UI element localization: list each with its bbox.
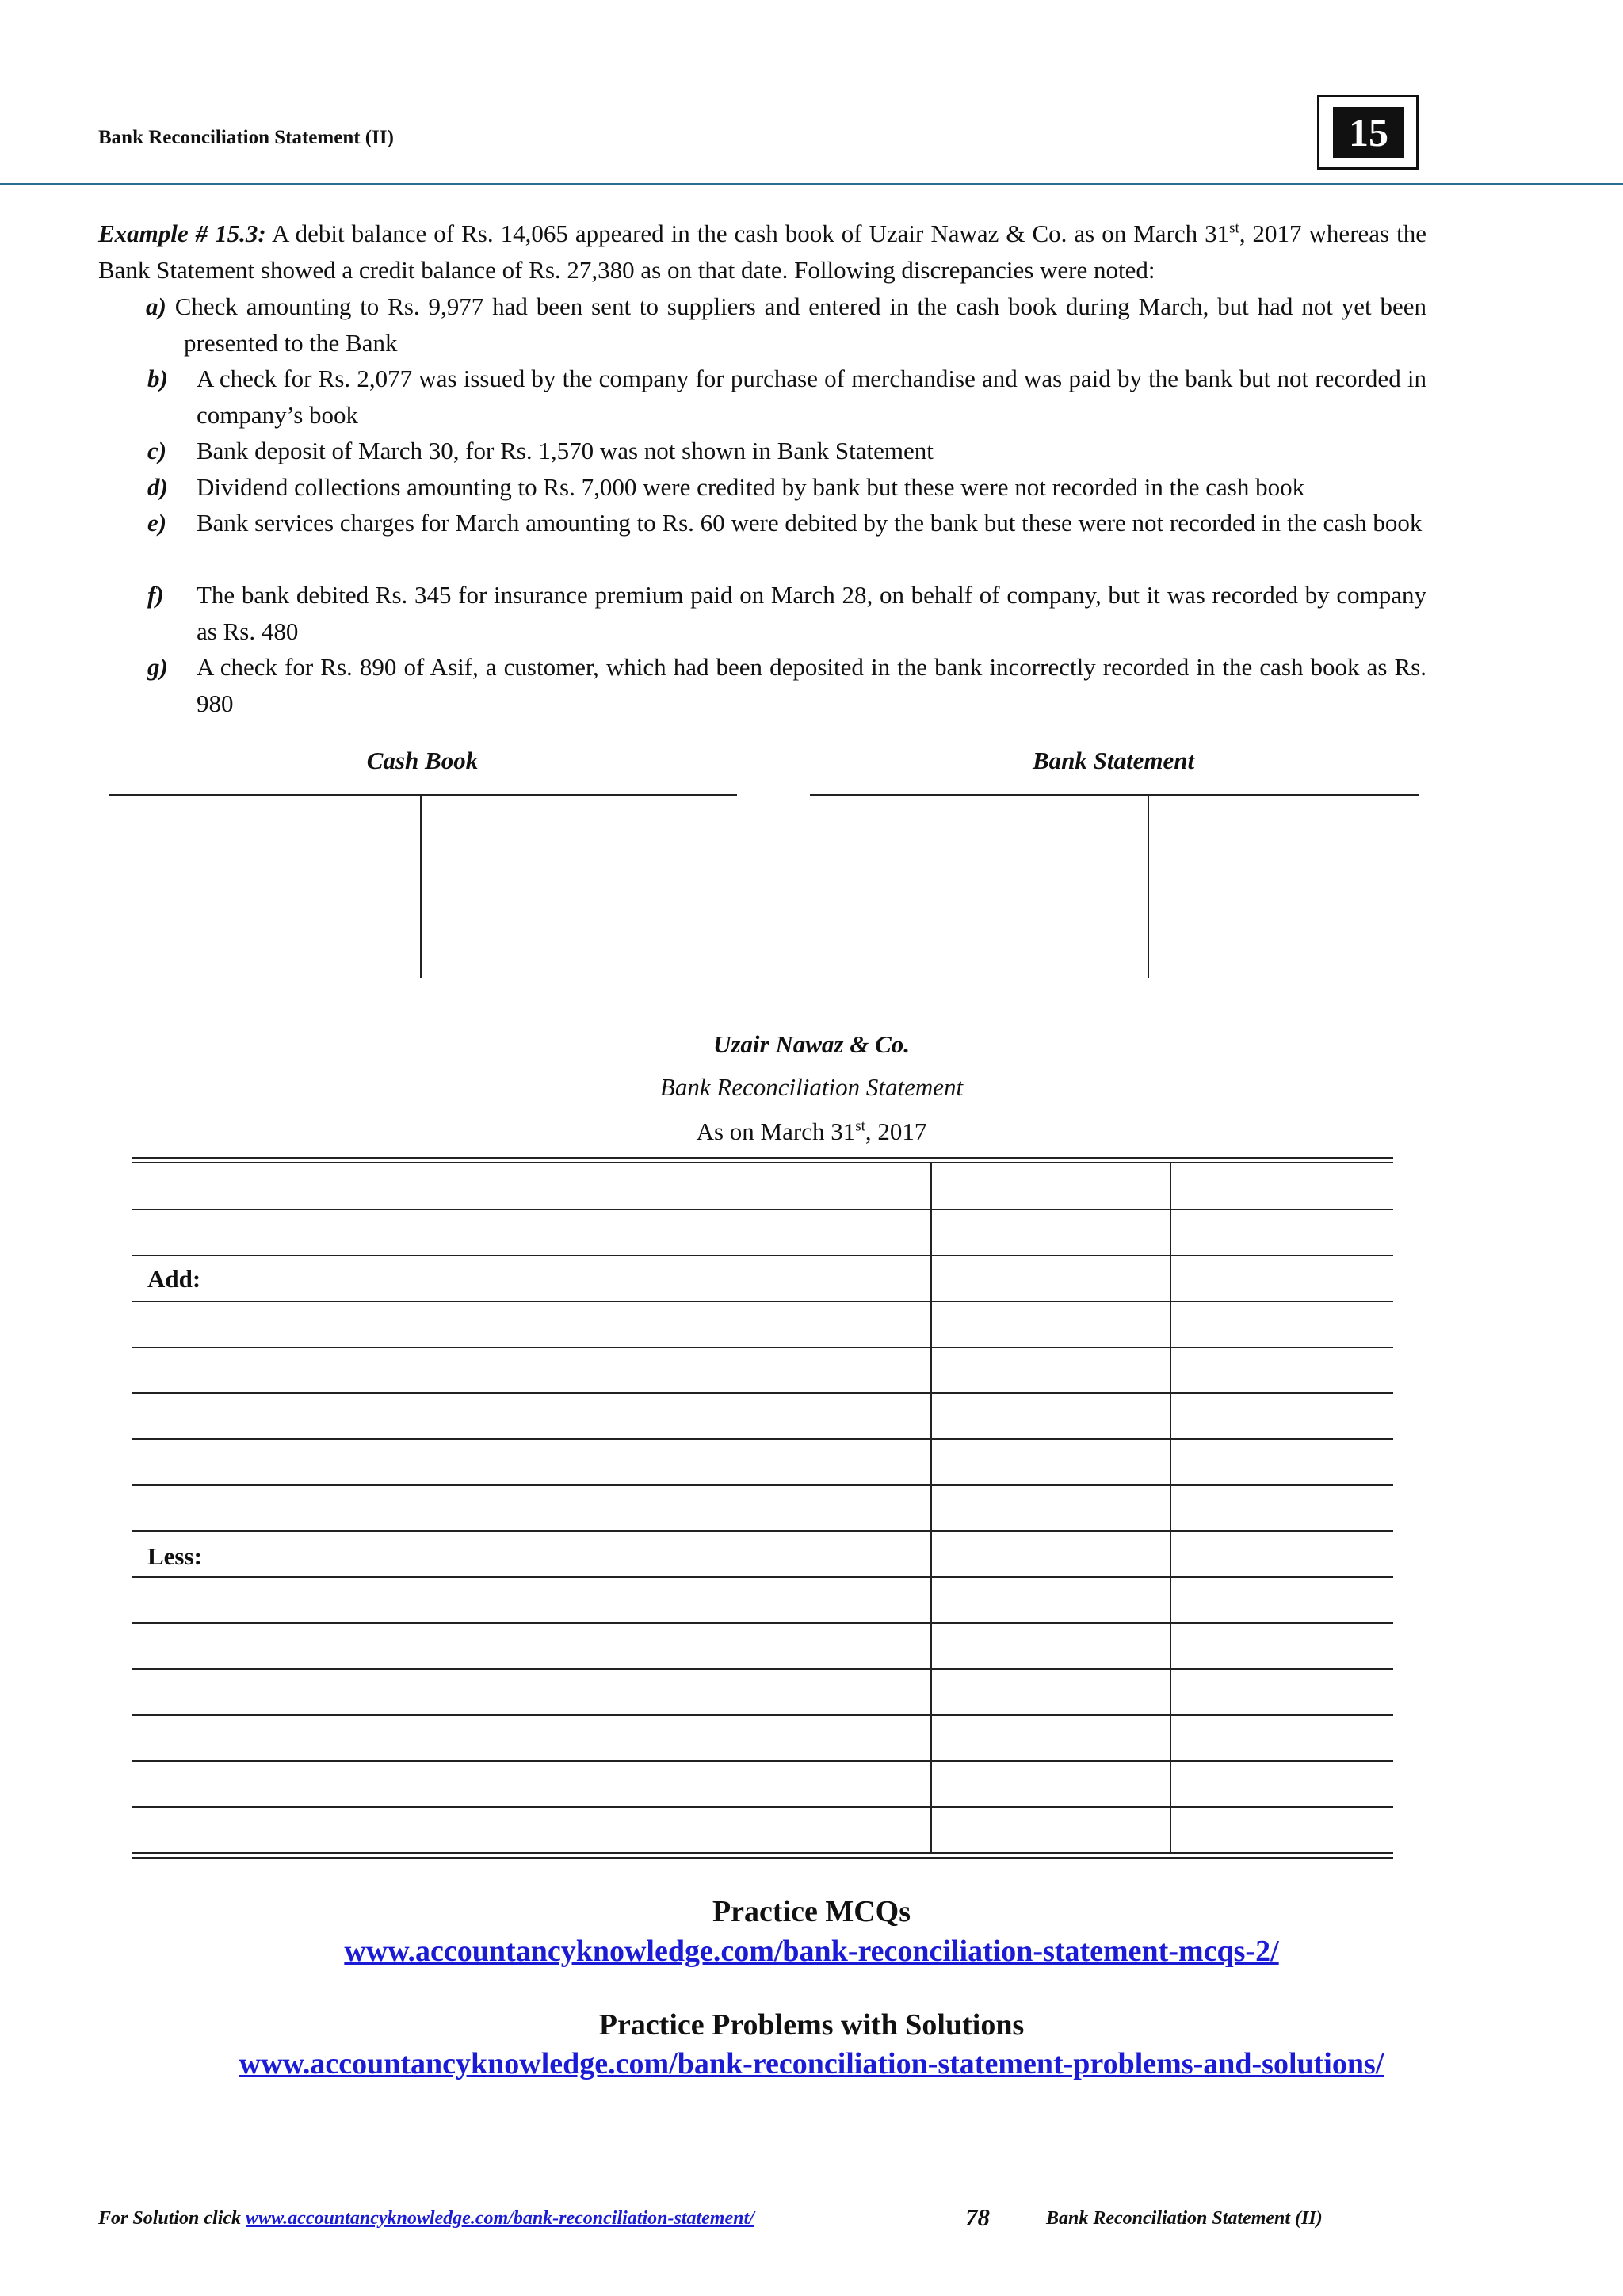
table-top-rule (132, 1157, 1393, 1159)
bank-statement-divider (1148, 794, 1149, 978)
discrepancy-item-text: The bank debited Rs. 345 for insurance premium paid on March 28, on behalf of company, but it was recorded by company as Rs. 480 (197, 581, 1426, 645)
table-row-line (132, 1622, 1393, 1624)
add-label: Add: (147, 1265, 201, 1293)
table-row-line (132, 1576, 1393, 1578)
header-title: Bank Reconciliation Statement (II) (98, 127, 394, 148)
statement-date-sup: st (855, 1117, 865, 1135)
discrepancy-item-letter: e) (147, 509, 167, 537)
discrepancy-item-letter: f) (147, 581, 164, 609)
discrepancy-item-text: Check amounting to Rs. 9,977 had been sent to suppliers and entered in the cash book during March, but had not yet been presented to the Bank (174, 292, 1426, 357)
table-row-line (132, 1806, 1393, 1808)
discrepancy-item-letter: a) (146, 292, 166, 320)
example-label: Example # 15.3: (98, 220, 266, 247)
table-row-line (132, 1438, 1393, 1440)
discrepancy-item-text: Dividend collections amounting to Rs. 7,000 were credited by bank but these were not recorded in the cash book (197, 473, 1305, 501)
example-intro-text-a: A debit balance of Rs. 14,065 appeared in the cash book of Uzair Nawaz & Co. as on March 31 (265, 220, 1230, 247)
table-bottom-rule-2 (132, 1857, 1393, 1859)
footer-solution-prefix: For Solution click (98, 2208, 246, 2229)
chapter-number-box (1317, 95, 1419, 170)
footer-solution (98, 2208, 754, 2229)
footer-solution-link[interactable]: www.accountancyknowledge.com/bank-reconciliation-statement/ (246, 2208, 754, 2229)
cash-book-title: Cash Book (366, 747, 479, 774)
footer-page-number: 78 (965, 2203, 990, 2231)
table-row-line (132, 1484, 1393, 1486)
discrepancy-item (147, 469, 1426, 506)
cash-book-top-line (109, 794, 737, 796)
table-top-rule-2 (132, 1162, 1393, 1163)
discrepancy-item (128, 288, 1426, 361)
discrepancy-item-text: A check for Rs. 890 of Asif, a customer, which had been deposited in the bank incorrectly recorded in the cash book as Rs. 980 (197, 653, 1426, 717)
cash-book-divider (420, 794, 422, 978)
company-name: Uzair Nawaz & Co. (712, 1030, 911, 1058)
discrepancy-item (147, 649, 1426, 721)
practice-problems-link[interactable]: www.accountancyknowledge.com/bank-reconciliation-statement-problems-and-solutions/ (239, 2047, 1384, 2080)
header-rule (0, 183, 1623, 185)
discrepancy-item (147, 361, 1426, 433)
table-row-line (132, 1301, 1393, 1302)
practice-mcq-heading: Practice MCQs (712, 1895, 911, 1928)
table-col-divider (930, 1162, 932, 1852)
example-intro-text-b: , 2017 whereas the Bank Statement showed a credit balance of Rs. 27,380 as on that date. Following discrepancies were noted: (98, 220, 1426, 284)
table-col-divider (1170, 1162, 1171, 1852)
discrepancy-item-letter: c) (147, 437, 167, 464)
table-row-line (132, 1668, 1393, 1670)
discrepancy-item-text: A check for Rs. 2,077 was issued by the company for purchase of merchandise and was paid by the bank but not recorded in company’s book (197, 365, 1426, 429)
discrepancy-item-text: Bank services charges for March amounting to Rs. 60 were debited by the bank but these were not recorded in the cash book (197, 509, 1423, 537)
table-bottom-rule (132, 1852, 1393, 1854)
discrepancy-item-letter: g) (147, 653, 168, 681)
footer-chapter-title: Bank Reconciliation Statement (II) (1046, 2208, 1323, 2229)
statement-date-text: As on March 31 (696, 1117, 856, 1145)
discrepancy-item-text: Bank deposit of March 30, for Rs. 1,570 was not shown in Bank Statement (197, 437, 934, 464)
table-row-line (132, 1347, 1393, 1348)
discrepancy-item (147, 505, 1426, 541)
discrepancy-item-letter: d) (147, 473, 168, 501)
bank-statement-top-line (810, 794, 1419, 796)
practice-mcq-link[interactable]: www.accountancyknowledge.com/bank-reconciliation-statement-mcqs-2/ (344, 1935, 1279, 1968)
statement-date-year: , 2017 (865, 1117, 927, 1145)
statement-date (0, 1117, 1623, 1146)
statement-title: Bank Reconciliation Statement (659, 1073, 964, 1101)
table-row-line (132, 1530, 1393, 1532)
table-row-line (132, 1714, 1393, 1716)
less-label: Less: (147, 1542, 202, 1570)
discrepancy-item-letter: b) (147, 365, 168, 392)
bank-statement-title: Bank Statement (1032, 747, 1195, 774)
table-row-line (132, 1255, 1393, 1256)
table-row-line (132, 1209, 1393, 1210)
practice-problems-heading: Practice Problems with Solutions (598, 2008, 1025, 2042)
table-row-line (132, 1392, 1393, 1394)
table-row-line (132, 1760, 1393, 1762)
chapter-number: 15 (1333, 107, 1404, 158)
discrepancy-item (147, 577, 1426, 649)
example-intro-sup: st (1229, 220, 1239, 237)
discrepancy-item (147, 433, 1426, 469)
example-intro (98, 216, 1426, 288)
